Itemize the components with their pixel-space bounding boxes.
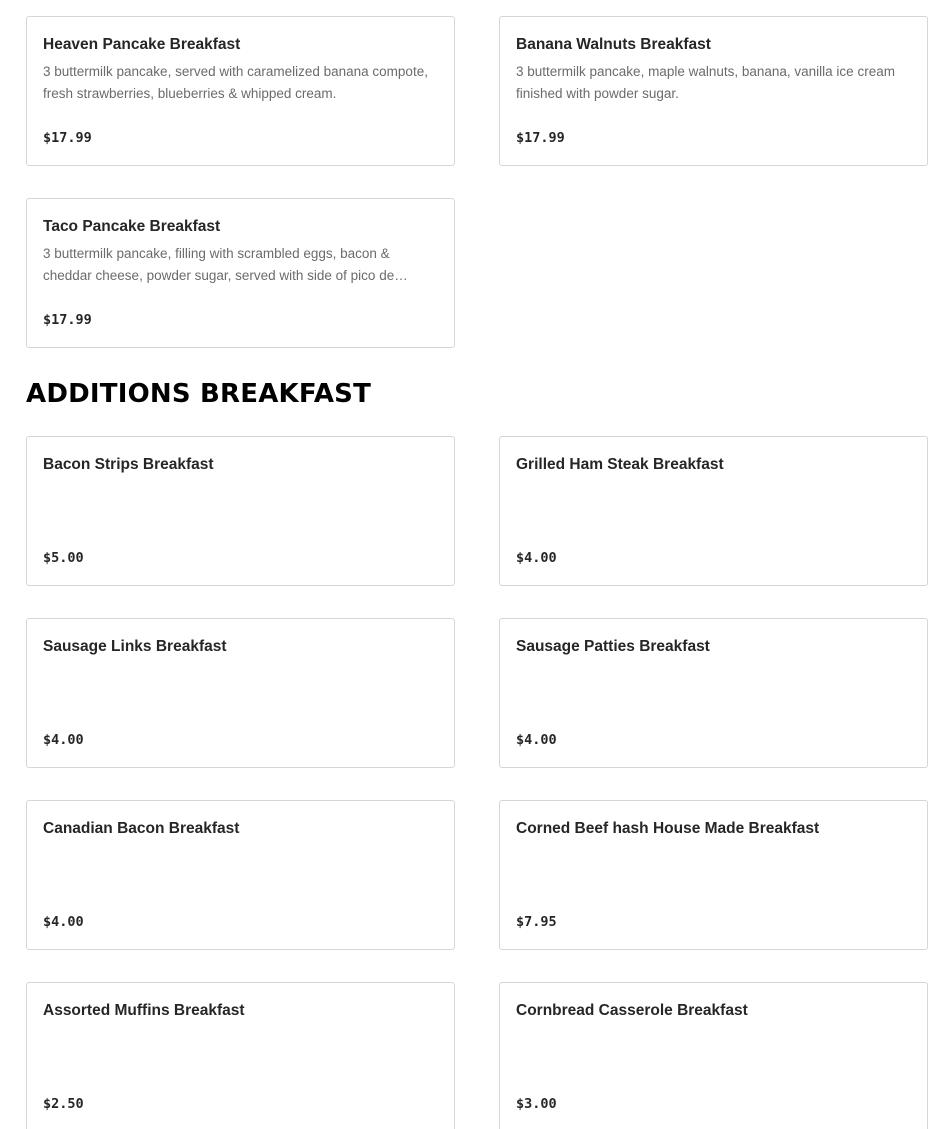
menu-item-price: $17.99 (43, 312, 92, 328)
menu-item-card[interactable] (499, 436, 928, 586)
menu-item-name: Corned Beef hash House Made Breakfast (516, 820, 820, 837)
menu-item-name: Canadian Bacon Breakfast (43, 820, 240, 837)
menu-item-name: Grilled Ham Steak Breakfast (516, 456, 724, 473)
menu-item-card[interactable] (499, 618, 928, 768)
menu-item-price: $4.00 (516, 732, 557, 748)
section-title: ADDITIONS BREAKFAST (26, 379, 372, 409)
menu-item-description: 3 buttermilk pancake, filling with scrambled eggs, bacon & cheddar cheese, powder sugar, served with side of pico de… (43, 246, 408, 283)
menu-item-price: $5.00 (43, 550, 84, 566)
menu-item-name: Sausage Patties Breakfast (516, 638, 710, 655)
menu-item-card[interactable] (499, 982, 928, 1129)
menu-item-price: $4.00 (516, 550, 557, 566)
menu-item-name: Assorted Muffins Breakfast (43, 1002, 245, 1019)
menu-item-price: $17.99 (43, 130, 92, 146)
menu-item-card[interactable] (26, 198, 455, 348)
menu-item-price: $17.99 (516, 130, 565, 146)
menu-item-description: 3 buttermilk pancake, served with caramelized banana compote, fresh strawberries, blueberries & whipped cream. (43, 64, 428, 101)
menu-item-card[interactable] (26, 16, 455, 166)
menu-item-price: $4.00 (43, 732, 84, 748)
menu-item-price: $2.50 (43, 1096, 84, 1112)
menu-item-card[interactable] (499, 800, 928, 950)
menu-item-name: Taco Pancake Breakfast (43, 218, 221, 235)
menu-item-name: Banana Walnuts Breakfast (516, 36, 711, 53)
menu-item-name: Heaven Pancake Breakfast (43, 36, 241, 53)
menu-item-card[interactable] (26, 436, 455, 586)
menu-item-card[interactable] (26, 982, 455, 1129)
menu-item-price: $3.00 (516, 1096, 557, 1112)
menu-item-name: Sausage Links Breakfast (43, 638, 227, 655)
menu-item-price: $4.00 (43, 914, 84, 930)
menu-item-name: Bacon Strips Breakfast (43, 456, 214, 473)
menu-item-name: Cornbread Casserole Breakfast (516, 1002, 748, 1019)
menu-item-price: $7.95 (516, 914, 557, 930)
menu-item-description: 3 buttermilk pancake, maple walnuts, banana, vanilla ice cream finished with powder sugar. (516, 64, 895, 101)
menu-item-card[interactable] (499, 16, 928, 166)
menu-item-card[interactable] (26, 618, 455, 768)
menu-item-card[interactable] (26, 800, 455, 950)
